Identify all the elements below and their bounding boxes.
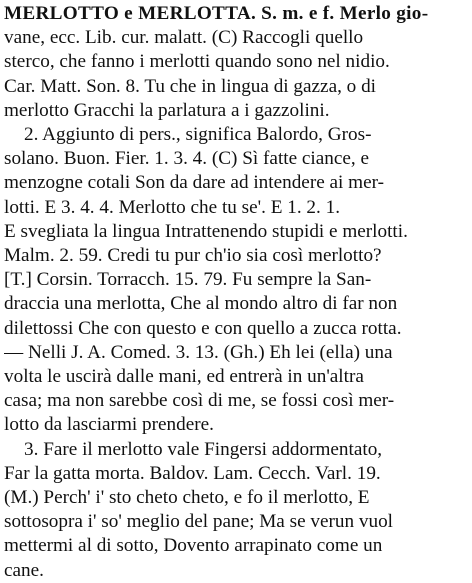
sense-3-start: 3. Fare il merlotto vale Fingersi addormentato, bbox=[24, 438, 383, 460]
entry-line: cane. bbox=[4, 559, 44, 581]
entry-line: (M.) Perch' i' sto cheto cheto, e fo il merlotto, E bbox=[4, 487, 370, 509]
dictionary-entry bbox=[4, 2, 468, 581]
entry-line: merlotto Gracchi la parlatura a i gazzolini. bbox=[4, 99, 330, 121]
entry-line: dilettossi Che con questo e con quello a zucca rotta. bbox=[4, 317, 402, 339]
entry-line: Malm. 2. 59. Credi tu pur ch'io sia così merlotto? bbox=[4, 245, 382, 267]
entry-line: Far la gatta morta. Baldov. Lam. Cecch. Varl. 19. bbox=[4, 462, 381, 484]
entry-line: E svegliata la lingua Intrattenendo stupidi e merlotti. bbox=[4, 220, 408, 242]
entry-line: sterco, che fanno i merlotti quando sono nel nidio. bbox=[4, 51, 390, 73]
entry-line: lotto da lasciarmi prendere. bbox=[4, 414, 214, 436]
entry-line: solano. Buon. Fier. 1. 3. 4. (C) Sì fatte ciance, e bbox=[4, 148, 370, 170]
entry-line: Car. Matt. Son. 8. Tu che in lingua di gazza, o di bbox=[4, 75, 376, 97]
entry-line: sottosopra i' so' meglio del pane; Ma se verun vuol bbox=[4, 511, 393, 533]
entry-line: vane, ecc. Lib. cur. malatt. (C) Raccogli quello bbox=[4, 27, 364, 49]
entry-line: [T.] Corsin. Torracch. 15. 79. Fu sempre la San- bbox=[4, 269, 372, 291]
entry-line: MERLOTTO e MERLOTTA. S. m. e f. Merlo gio- bbox=[4, 3, 429, 24]
entry-line: lotti. E 3. 4. 4. Merlotto che tu se'. E 1. 2. 1. bbox=[4, 196, 340, 218]
entry-line: draccia una merlotta, Che al mondo altro di far non bbox=[4, 293, 398, 315]
entry-line: menzogne cotali Son da dare ad intendere ai mer- bbox=[4, 172, 385, 194]
entry-line: — Nelli J. A. Comed. 3. 13. (Gh.) Eh lei (ella) una bbox=[4, 341, 393, 363]
sense-2-start: 2. Aggiunto di pers., significa Balordo, Gros- bbox=[24, 124, 372, 146]
entry-line: mettermi al di sotto, Dovento arrapinato come un bbox=[4, 535, 383, 557]
entry-line: casa; ma non sarebbe così di me, se fossi così mer- bbox=[4, 390, 395, 412]
entry-line: volta le uscirà dalle mani, ed entrerà in un'altra bbox=[4, 366, 364, 388]
